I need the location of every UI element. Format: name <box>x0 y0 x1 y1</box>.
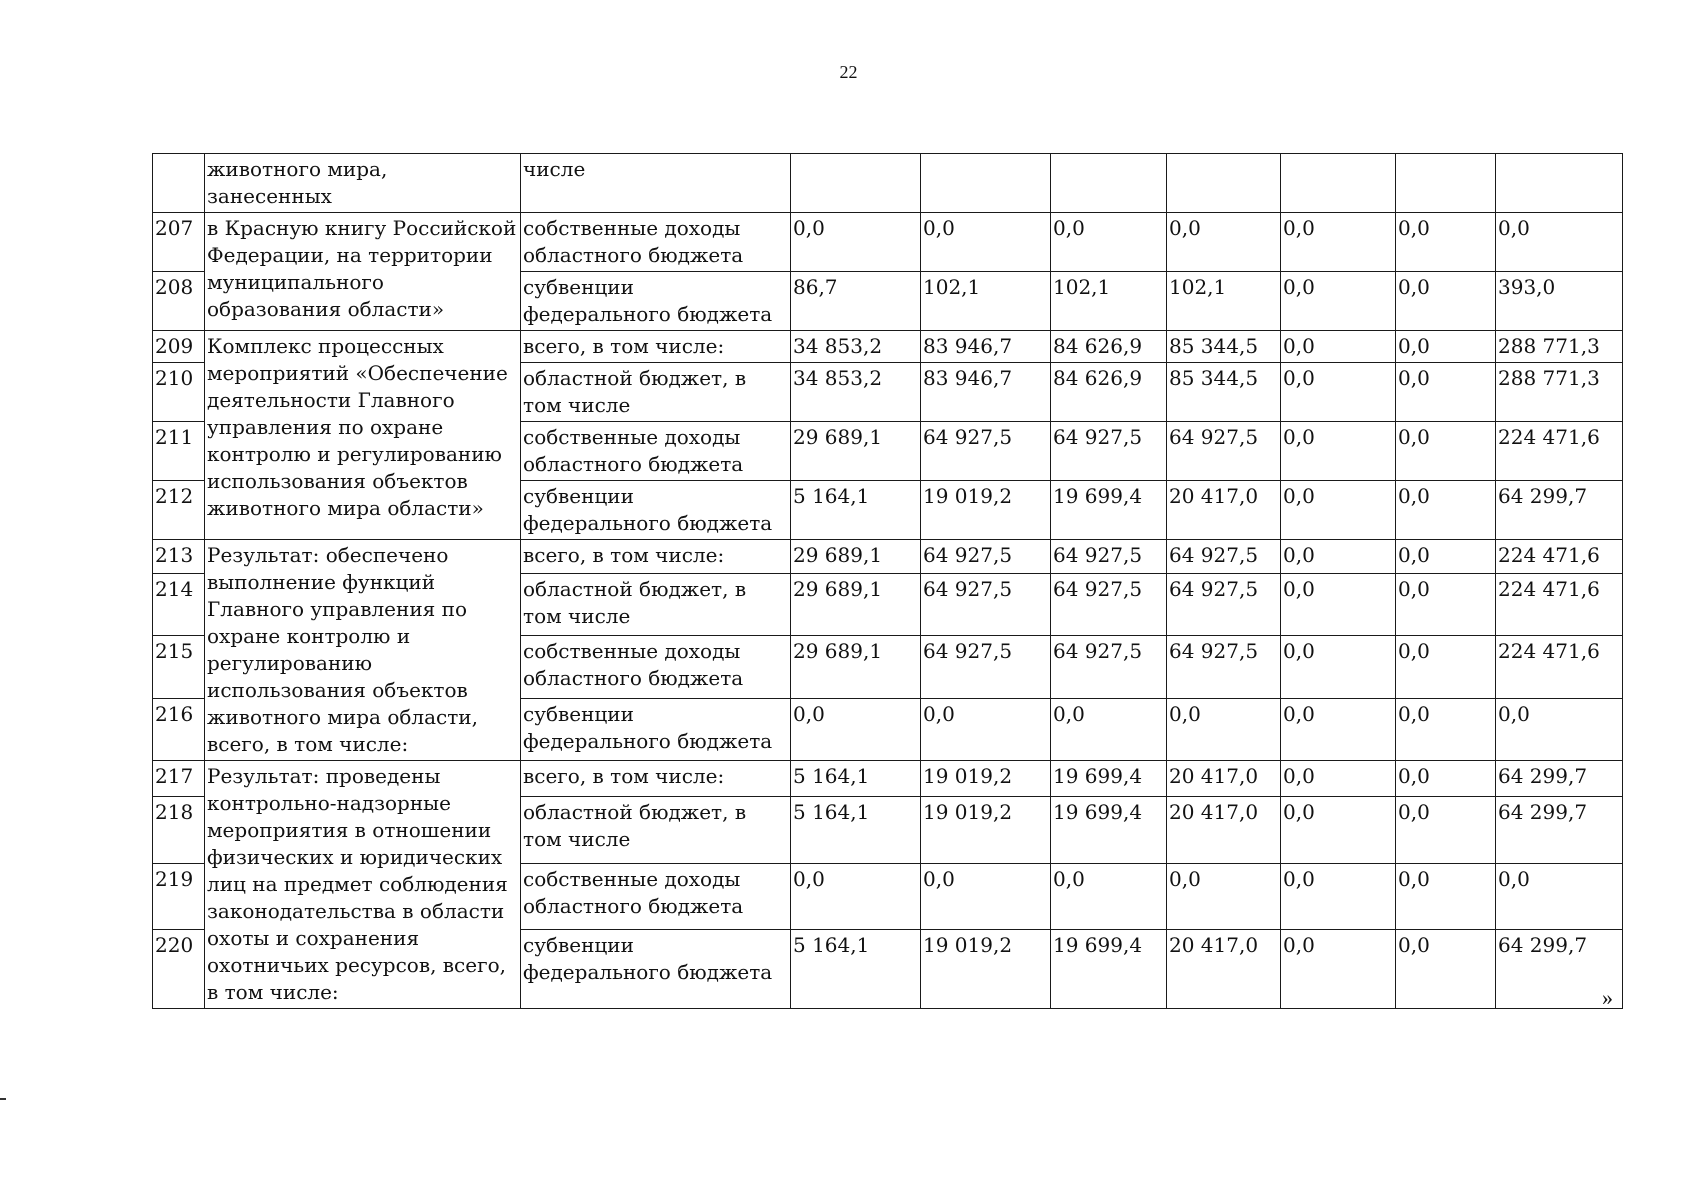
funding-source-cell: субвенции федерального бюджета <box>521 698 791 760</box>
value-cell: 64 927,5 <box>1051 573 1167 635</box>
value-cell: 64 927,5 <box>1051 540 1167 574</box>
value-cell: 19 699,4 <box>1051 761 1167 797</box>
value-cell: 224 471,6 <box>1496 573 1623 635</box>
row-number-cell: 213 <box>153 540 205 574</box>
value-cell: 64 927,5 <box>1167 636 1281 698</box>
value-cell: 29 689,1 <box>791 573 921 635</box>
value-cell: 0,0 <box>1496 863 1623 930</box>
value-cell: 29 689,1 <box>791 422 921 481</box>
item-name-cell: Комплекс процессных мероприятий «Обеспечение деятельности Главного управления по охране контролю и регулированию использования объектов животного мира области» <box>205 331 521 540</box>
table-row-continuation <box>153 154 1623 213</box>
value-cell: 64 927,5 <box>921 573 1051 635</box>
value-cell <box>1281 154 1396 213</box>
value-cell: 0,0 <box>1281 272 1396 331</box>
table-row <box>153 331 1623 363</box>
value-cell: 0,0 <box>1396 422 1496 481</box>
funding-source-cell: собственные доходы областного бюджета <box>521 213 791 272</box>
value-cell: 19 019,2 <box>921 797 1051 864</box>
value-cell: 19 699,4 <box>1051 930 1167 1009</box>
value-cell: 64 927,5 <box>921 422 1051 481</box>
value-cell: 0,0 <box>1396 573 1496 635</box>
value-cell: 0,0 <box>1051 213 1167 272</box>
row-number-cell: 212 <box>153 481 205 540</box>
value-cell: 86,7 <box>791 272 921 331</box>
funding-source-cell: областной бюджет, в том числе <box>521 797 791 864</box>
value-cell: 34 853,2 <box>791 363 921 422</box>
value-cell: 84 626,9 <box>1051 363 1167 422</box>
value-cell: 224 471,6 <box>1496 422 1623 481</box>
value-cell: 224 471,6 <box>1496 540 1623 574</box>
value-cell: 0,0 <box>1396 930 1496 1009</box>
row-number-cell: 208 <box>153 272 205 331</box>
value-cell: 0,0 <box>1281 213 1396 272</box>
item-name-cell: Результат: проведены контрольно-надзорные мероприятия в отношении физических и юридических лиц на предмет соблюдения законодательства в области охоты и сохранения охотничьих ресурсов, всего, в том числе: <box>205 761 521 1009</box>
funding-source-cell: субвенции федерального бюджета <box>521 481 791 540</box>
value-cell: 0,0 <box>921 698 1051 760</box>
value-cell: 64 299,7 <box>1496 761 1623 797</box>
value-cell: 0,0 <box>1281 363 1396 422</box>
funding-source-cell: всего, в том числе: <box>521 540 791 574</box>
value-cell: 85 344,5 <box>1167 363 1281 422</box>
value-cell: 288 771,3 <box>1496 331 1623 363</box>
value-cell: 0,0 <box>1167 863 1281 930</box>
funding-source-cell: субвенции федерального бюджета <box>521 272 791 331</box>
value-cell: 0,0 <box>1167 698 1281 760</box>
value-cell: 0,0 <box>1281 863 1396 930</box>
value-cell: 83 946,7 <box>921 331 1051 363</box>
value-cell <box>921 154 1051 213</box>
value-cell: 0,0 <box>791 698 921 760</box>
value-cell: 64 927,5 <box>1167 573 1281 635</box>
value-cell: 29 689,1 <box>791 540 921 574</box>
budget-table <box>152 153 1623 1009</box>
value-cell: 5 164,1 <box>791 761 921 797</box>
value-cell: 64 299,7 <box>1496 797 1623 864</box>
value-cell: 0,0 <box>1281 636 1396 698</box>
value-cell: 0,0 <box>921 863 1051 930</box>
value-cell: 0,0 <box>1496 213 1623 272</box>
value-cell: 0,0 <box>1167 213 1281 272</box>
row-number-cell: 216 <box>153 698 205 760</box>
value-cell: 20 417,0 <box>1167 761 1281 797</box>
value-cell: 0,0 <box>1281 573 1396 635</box>
value-cell: 224 471,6 <box>1496 636 1623 698</box>
value-cell: 64 299,7 <box>1496 930 1623 1009</box>
item-name-cell: в Красную книгу Российской Федерации, на территории муниципального образования области» <box>205 213 521 331</box>
value-cell: 0,0 <box>921 213 1051 272</box>
value-cell <box>1496 154 1623 213</box>
value-cell: 0,0 <box>1281 540 1396 574</box>
funding-source-cell: всего, в том числе: <box>521 331 791 363</box>
funding-source-cell: субвенции федерального бюджета <box>521 930 791 1009</box>
row-number-cell: 217 <box>153 761 205 797</box>
table-row <box>153 540 1623 574</box>
row-number-cell: 218 <box>153 797 205 864</box>
funding-source-cell: числе <box>521 154 791 213</box>
value-cell: 19 699,4 <box>1051 797 1167 864</box>
scan-artifact <box>0 1098 6 1100</box>
value-cell: 0,0 <box>1051 698 1167 760</box>
value-cell: 102,1 <box>1051 272 1167 331</box>
row-number-cell: 207 <box>153 213 205 272</box>
row-number-cell: 210 <box>153 363 205 422</box>
funding-source-cell: областной бюджет, в том числе <box>521 573 791 635</box>
value-cell: 0,0 <box>1281 331 1396 363</box>
value-cell: 0,0 <box>1281 930 1396 1009</box>
item-name-cell: животного мира, занесенных <box>205 154 521 213</box>
value-cell: 20 417,0 <box>1167 930 1281 1009</box>
value-cell: 288 771,3 <box>1496 363 1623 422</box>
value-cell: 5 164,1 <box>791 481 921 540</box>
row-number-cell: 214 <box>153 573 205 635</box>
page-number: 22 <box>839 62 858 82</box>
value-cell: 0,0 <box>1281 797 1396 864</box>
value-cell: 64 927,5 <box>921 540 1051 574</box>
value-cell: 393,0 <box>1496 272 1623 331</box>
value-cell: 19 019,2 <box>921 930 1051 1009</box>
value-cell: 0,0 <box>1396 863 1496 930</box>
row-number-cell: 215 <box>153 636 205 698</box>
value-cell: 34 853,2 <box>791 331 921 363</box>
funding-source-cell: областной бюджет, в том числе <box>521 363 791 422</box>
row-number-cell: 209 <box>153 331 205 363</box>
funding-source-cell: собственные доходы областного бюджета <box>521 636 791 698</box>
value-cell: 19 019,2 <box>921 481 1051 540</box>
value-cell: 0,0 <box>1396 797 1496 864</box>
table-row <box>153 213 1623 272</box>
value-cell <box>1051 154 1167 213</box>
row-number-cell: 211 <box>153 422 205 481</box>
value-cell: 102,1 <box>1167 272 1281 331</box>
value-cell: 0,0 <box>1396 272 1496 331</box>
value-cell: 0,0 <box>1396 213 1496 272</box>
value-cell: 0,0 <box>791 863 921 930</box>
value-cell: 0,0 <box>1051 863 1167 930</box>
value-cell: 0,0 <box>1281 761 1396 797</box>
value-cell: 84 626,9 <box>1051 331 1167 363</box>
table-row <box>153 761 1623 797</box>
value-cell: 0,0 <box>1281 698 1396 760</box>
value-cell: 5 164,1 <box>791 930 921 1009</box>
value-cell: 85 344,5 <box>1167 331 1281 363</box>
value-cell: 20 417,0 <box>1167 481 1281 540</box>
value-cell: 64 927,5 <box>1051 636 1167 698</box>
value-cell <box>1396 154 1496 213</box>
value-cell: 0,0 <box>791 213 921 272</box>
value-cell <box>791 154 921 213</box>
table-body <box>153 154 1623 1009</box>
value-cell: 83 946,7 <box>921 363 1051 422</box>
value-cell: 19 019,2 <box>921 761 1051 797</box>
value-cell: 0,0 <box>1396 363 1496 422</box>
row-number-cell <box>153 154 205 213</box>
item-name-cell: Результат: обеспечено выполнение функций Главного управления по охране контролю и регулированию использования объектов животного мира области, всего, в том числе: <box>205 540 521 761</box>
value-cell: 0,0 <box>1396 540 1496 574</box>
value-cell: 20 417,0 <box>1167 797 1281 864</box>
value-cell: 0,0 <box>1396 698 1496 760</box>
value-cell: 0,0 <box>1396 761 1496 797</box>
funding-source-cell: собственные доходы областного бюджета <box>521 863 791 930</box>
value-cell: 0,0 <box>1281 481 1396 540</box>
value-cell: 0,0 <box>1281 422 1396 481</box>
value-cell: 5 164,1 <box>791 797 921 864</box>
value-cell: 0,0 <box>1396 636 1496 698</box>
value-cell: 64 927,5 <box>921 636 1051 698</box>
value-cell: 102,1 <box>921 272 1051 331</box>
value-cell: 0,0 <box>1396 331 1496 363</box>
value-cell: 64 927,5 <box>1051 422 1167 481</box>
row-number-cell: 220 <box>153 930 205 1009</box>
value-cell <box>1167 154 1281 213</box>
value-cell: 64 299,7 <box>1496 481 1623 540</box>
value-cell: 29 689,1 <box>791 636 921 698</box>
value-cell: 64 927,5 <box>1167 540 1281 574</box>
funding-source-cell: собственные доходы областного бюджета <box>521 422 791 481</box>
closing-quote: » <box>1602 985 1613 1010</box>
value-cell: 0,0 <box>1396 481 1496 540</box>
row-number-cell: 219 <box>153 863 205 930</box>
value-cell: 0,0 <box>1496 698 1623 760</box>
value-cell: 19 699,4 <box>1051 481 1167 540</box>
funding-source-cell: всего, в том числе: <box>521 761 791 797</box>
value-cell: 64 927,5 <box>1167 422 1281 481</box>
